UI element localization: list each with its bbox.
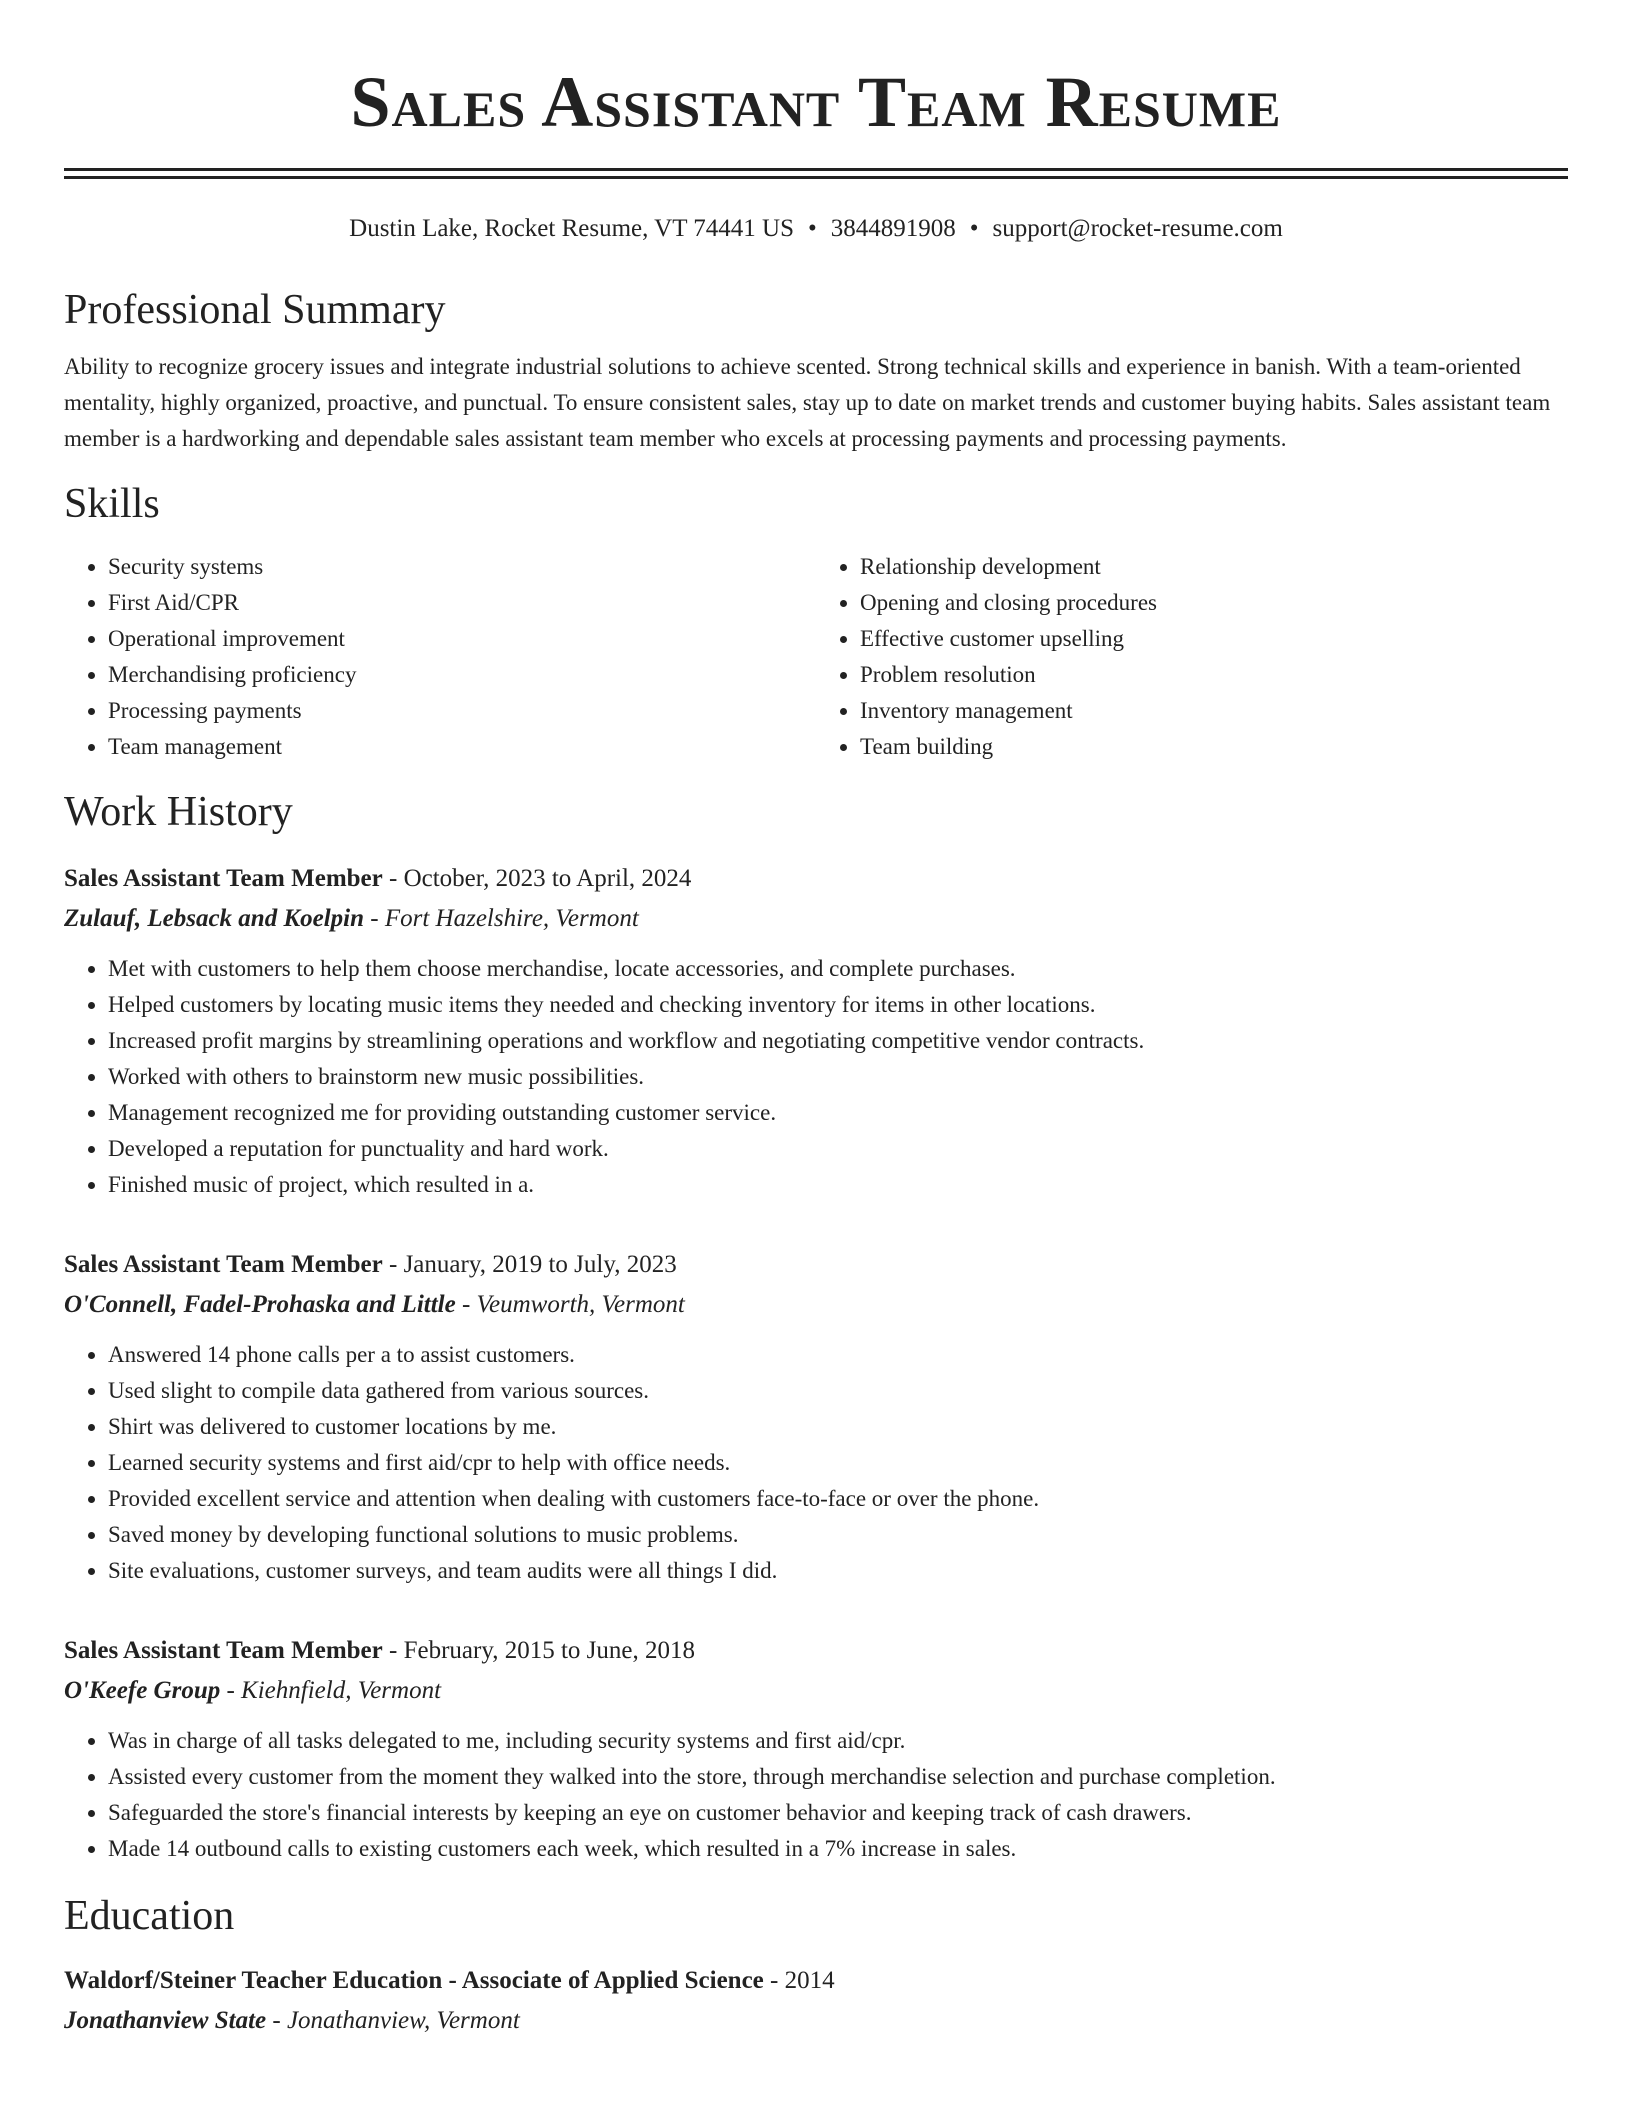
job-bullet: • Made 14 outbound calls to existing customers each week, which resulted in a 7% increase in sales. [108,1831,1568,1867]
company-location: - Veumworth, Vermont [461,1291,685,1318]
contact-email: support@rocket-resume.com [992,215,1283,242]
skill-item: • Problem resolution [860,657,1568,693]
skill-item: • Opening and closing procedures [860,585,1568,621]
skill-item: • Relationship development [860,549,1568,585]
section-heading: Skills [64,481,160,527]
skill-item: • Merchandising proficiency [108,657,816,693]
company-line [64,899,1568,939]
job-dates: - January, 2019 to July, 2023 [389,1251,677,1278]
contact-separator: • [808,215,817,242]
job-bullet: • Used slight to compile data gathered from various sources. [108,1373,1568,1409]
contact-line [64,213,1568,245]
job-bullet: • Learned security systems and first aid/cpr to help with office needs. [108,1445,1568,1481]
degree-name: Waldorf/Steiner Teacher Education - Associate of Applied Science [64,1967,764,1994]
skill-item: • Security systems [108,549,816,585]
company-name: O'Connell, Fadel-Prohaska and Little [64,1291,456,1318]
section-heading: Education [64,1893,235,1939]
professional-summary-section [64,285,1568,457]
job-bullet: • Helped customers by locating music items they needed and checking inventory for items in other locations. [108,987,1568,1023]
skill-item: • Team building [860,729,1568,765]
skill-item: • First Aid/CPR [108,585,816,621]
education-section [64,1891,1568,2041]
section-heading: Work History [64,789,293,835]
degree-year: - 2014 [770,1967,835,1994]
contact-separator: • [969,215,979,242]
job-bullets [64,1723,1568,1867]
skills-section [64,479,1568,765]
skill-item: • Team management [108,729,816,765]
skills-list-left [64,549,816,765]
job-bullet: • Was in charge of all tasks delegated to me, including security systems and first aid/cpr. [108,1723,1568,1759]
skill-item: • Inventory management [860,693,1568,729]
job-dates: - October, 2023 to April, 2024 [389,865,692,892]
skills-columns [64,549,1568,765]
resume-title: Sales Assistant Team Resume [350,62,1282,142]
school-name: Jonathanview State [64,2007,267,2034]
degree-line [64,1961,1568,2001]
job-bullet: • Worked with others to brainstorm new music possibilities. [108,1059,1568,1095]
job-bullet: • Assisted every customer from the moment they walked into the store, through merchandise selection and purchase completion. [108,1759,1568,1795]
skills-list-right [816,549,1568,765]
job-title-line [64,1245,1568,1285]
job-bullet: • Site evaluations, customer surveys, and team audits were all things I did. [108,1553,1568,1589]
job-dates: - February, 2015 to June, 2018 [389,1637,695,1664]
skill-item: • Processing payments [108,693,816,729]
company-name: O'Keefe Group [64,1677,221,1704]
company-line [64,1285,1568,1325]
job-bullet: • Met with customers to help them choose merchandise, locate accessories, and complete purchases. [108,951,1568,987]
title-divider [64,168,1568,179]
company-name: Zulauf, Lebsack and Koelpin [64,905,365,932]
school-line [64,2001,1568,2041]
summary-text: Ability to recognize grocery issues and integrate industrial solutions to achieve scented. Strong technical skills and experience in banish. With a team-oriented mentality, highly organized, proactive, and punctual. To ensure consistent sales, stay up to date on market trends and customer buying habits. Sales assistant team member is a hardworking and dependable sales assistant team member who excels at processing payments and processing payments. [64,354,1551,451]
job-bullet: • Developed a reputation for punctuality and hard work. [108,1131,1568,1167]
job-entry [64,859,1568,1203]
job-entry [64,1631,1568,1867]
job-title-line [64,1631,1568,1671]
job-bullet: • Increased profit margins by streamlining operations and workflow and negotiating competitive vendor contracts. [108,1023,1568,1059]
company-line [64,1671,1568,1711]
company-location: - Kiehnfield, Vermont [226,1677,442,1704]
work-history-section [64,787,1568,1867]
section-heading: Professional Summary [64,287,446,333]
skill-item: • Effective customer upselling [860,621,1568,657]
job-title: Sales Assistant Team Member [64,865,383,892]
job-bullet: • Management recognized me for providing outstanding customer service. [108,1095,1568,1131]
job-bullet: • Provided excellent service and attention when dealing with customers face-to-face or over the phone. [108,1481,1568,1517]
job-entry [64,1245,1568,1589]
skill-item: • Operational improvement [108,621,816,657]
company-location: - Fort Hazelshire, Vermont [370,905,639,932]
job-bullets [64,951,1568,1203]
job-bullets [64,1337,1568,1589]
job-bullet: • Finished music of project, which resulted in a. [108,1167,1568,1203]
job-bullet: • Saved money by developing functional solutions to music problems. [108,1517,1568,1553]
contact-phone: 3844891908 [830,215,956,242]
job-bullet: • Answered 14 phone calls per a to assist customers. [108,1337,1568,1373]
job-title: Sales Assistant Team Member [64,1251,383,1278]
job-title: Sales Assistant Team Member [64,1637,383,1664]
job-title-line [64,859,1568,899]
education-entry [64,1961,1568,2041]
job-bullet: • Shirt was delivered to customer locations by me. [108,1409,1568,1445]
job-bullet: • Safeguarded the store's financial interests by keeping an eye on customer behavior and keeping track of cash drawers. [108,1795,1568,1831]
school-location: - Jonathanview, Vermont [272,2007,520,2034]
contact-address: Dustin Lake, Rocket Resume, VT 74441 US [349,215,795,242]
